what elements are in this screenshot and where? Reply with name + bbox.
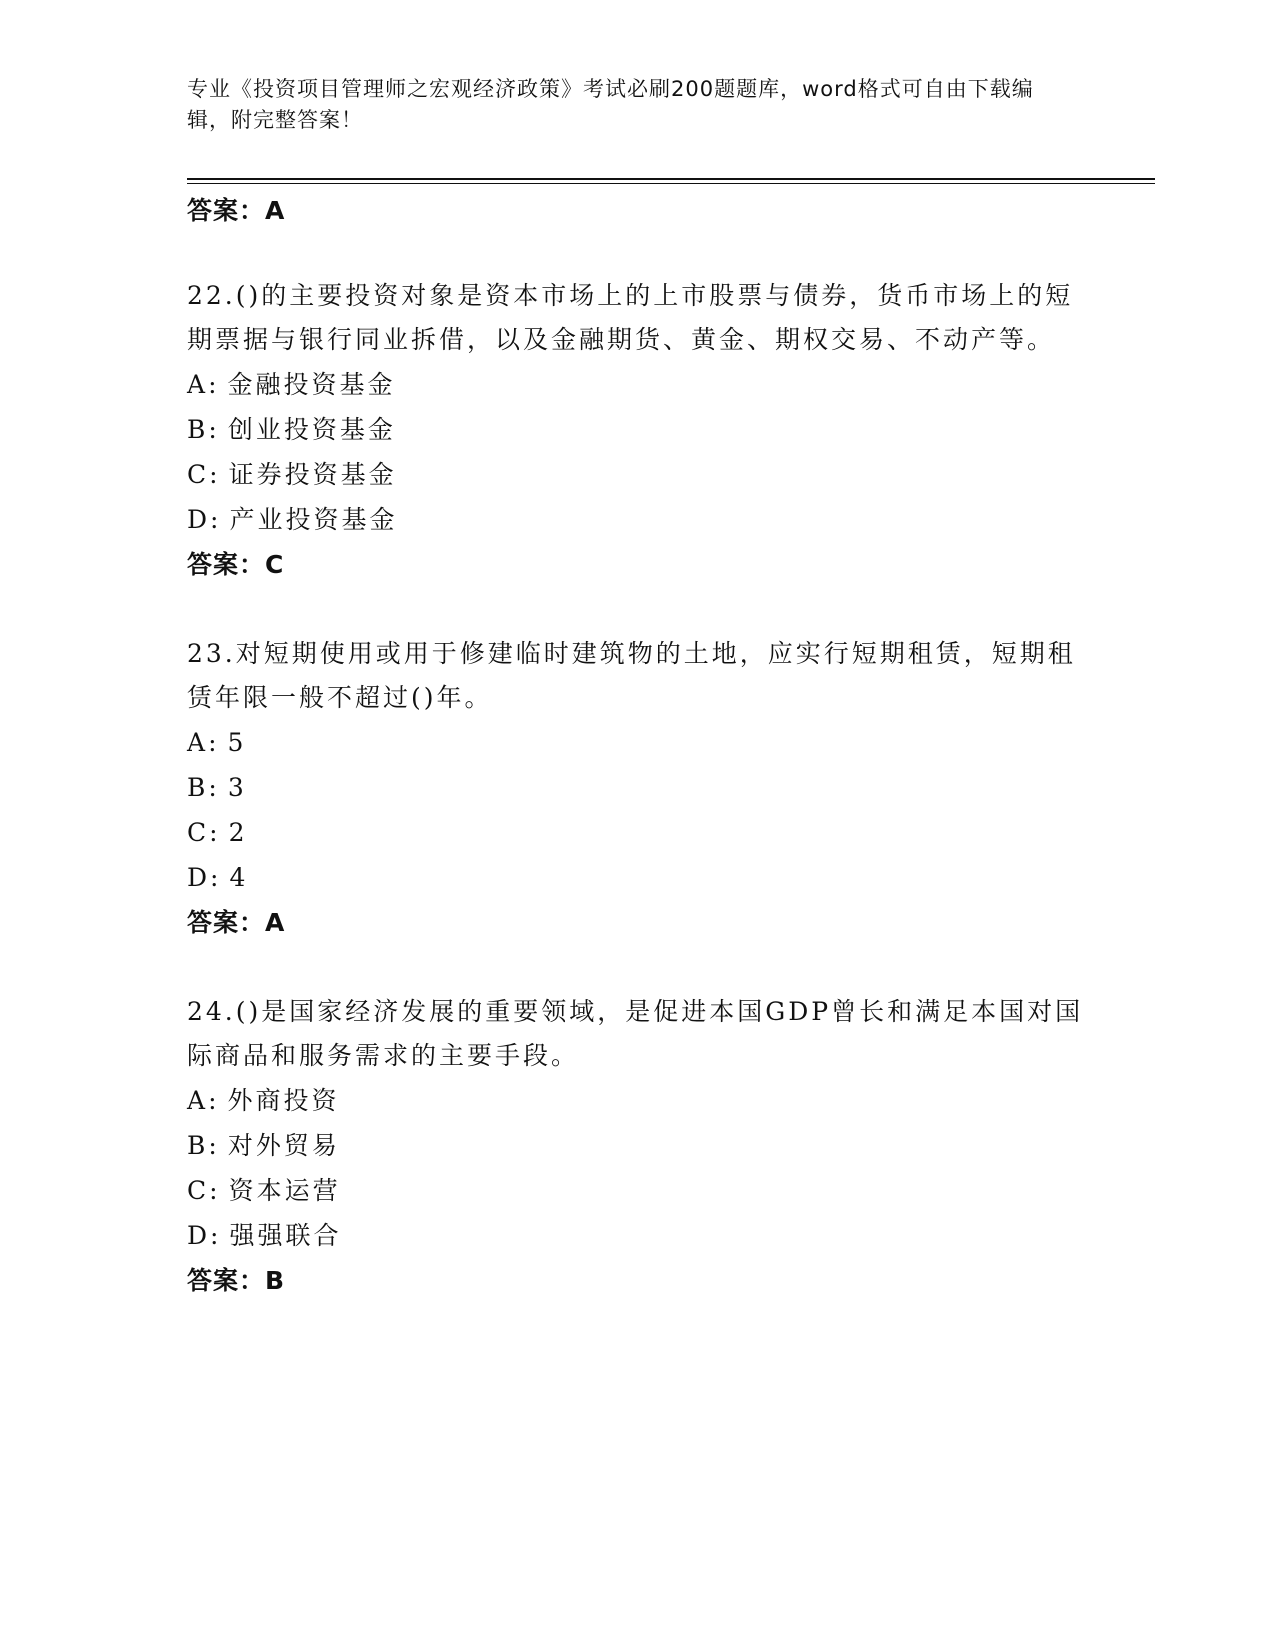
option-text: 对外贸易 bbox=[227, 1131, 340, 1160]
option-key: C bbox=[187, 1176, 210, 1205]
option-key: C bbox=[187, 460, 210, 489]
option-key: B bbox=[187, 1131, 209, 1160]
option-key: D bbox=[187, 505, 211, 534]
option-key: A bbox=[187, 1086, 209, 1115]
header-text: 专业《投资项目管理师之宏观经济政策》考试必刷200题题库，word格式可自由下载编辑，附完整答案！ bbox=[187, 77, 1034, 132]
option-d: D: 强强联合 bbox=[187, 1221, 342, 1250]
option-d: D: 4 bbox=[187, 863, 249, 892]
option-text: 证券投资基金 bbox=[228, 460, 397, 489]
question-stem: 22.()的主要投资对象是资本市场上的上市股票与债券，货币市场上的短期票据与银行同业拆借，以及金融期货、黄金、期权交易、不动产等。 bbox=[187, 281, 1074, 354]
option-c: C: 证券投资基金 bbox=[187, 460, 397, 489]
option-text: 产业投资基金 bbox=[229, 505, 398, 534]
question-list bbox=[187, 188, 1087, 1348]
option-d: D: 产业投资基金 bbox=[187, 505, 398, 534]
option-text: 创业投资基金 bbox=[227, 415, 396, 444]
option-key: C bbox=[187, 818, 210, 847]
option-key: B bbox=[187, 773, 209, 802]
option-a: A: 5 bbox=[187, 728, 247, 757]
option-b: B: 3 bbox=[187, 773, 247, 802]
question-stem: 24.()是国家经济发展的重要领域，是促进本国GDP曾长和满足本国对国际商品和服务需求的主要手段。 bbox=[187, 997, 1084, 1070]
page-header bbox=[187, 74, 1067, 136]
option-c: C: 资本运营 bbox=[187, 1176, 341, 1205]
question-stem: 23.对短期使用或用于修建临时建筑物的土地，应实行短期租赁，短期租赁年限一般不超过()年。 bbox=[187, 639, 1076, 712]
option-text: 5 bbox=[227, 728, 247, 757]
option-text: 3 bbox=[227, 773, 247, 802]
option-text: 4 bbox=[229, 863, 249, 892]
option-text: 金融投资基金 bbox=[227, 370, 396, 399]
question-23 bbox=[187, 632, 1087, 946]
answer-line: 答案：C bbox=[187, 550, 285, 579]
option-a: A: 外商投资 bbox=[187, 1086, 340, 1115]
header-divider bbox=[187, 178, 1155, 184]
option-text: 资本运营 bbox=[228, 1176, 341, 1205]
option-text: 强强联合 bbox=[229, 1221, 342, 1250]
previous-answer: 答案：A bbox=[187, 196, 286, 225]
option-text: 外商投资 bbox=[227, 1086, 340, 1115]
answer-line: 答案：B bbox=[187, 1266, 286, 1295]
question-22 bbox=[187, 274, 1087, 588]
option-key: D bbox=[187, 863, 211, 892]
option-c: C: 2 bbox=[187, 818, 248, 847]
option-b: B: 创业投资基金 bbox=[187, 415, 396, 444]
option-key: A bbox=[187, 728, 209, 757]
option-key: D bbox=[187, 1221, 211, 1250]
option-key: B bbox=[187, 415, 209, 444]
question-24 bbox=[187, 990, 1087, 1304]
option-a: A: 金融投资基金 bbox=[187, 370, 396, 399]
answer-line: 答案：A bbox=[187, 908, 286, 937]
option-key: A bbox=[187, 370, 209, 399]
option-b: B: 对外贸易 bbox=[187, 1131, 340, 1160]
option-text: 2 bbox=[228, 818, 248, 847]
